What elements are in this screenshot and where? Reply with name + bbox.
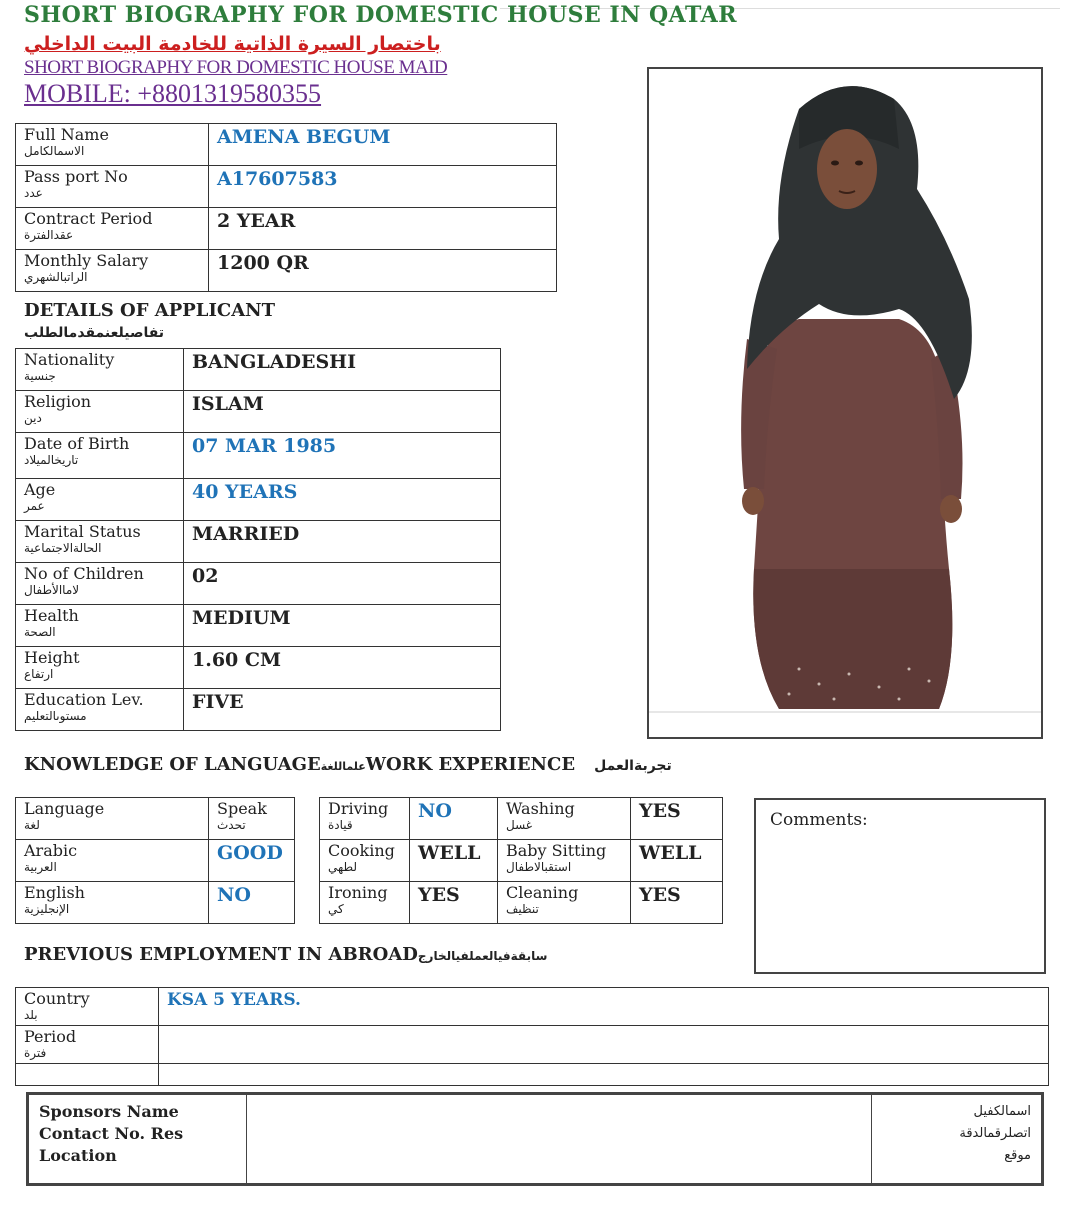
speak-col-label: Speak <box>217 799 267 818</box>
skill-label-arabic: استقبالاطفال <box>506 860 572 874</box>
details-row <box>16 349 501 391</box>
language-col-label: Language <box>24 799 105 818</box>
skill-label: Ironing <box>328 883 388 902</box>
skill-label: Washing <box>506 799 575 818</box>
period-value <box>159 1026 1049 1064</box>
work-heading: WORK EXPERIENCE <box>365 754 576 775</box>
mobile-number: MOBILE: +8801319580355 <box>24 79 322 108</box>
country-value: KSA 5 YEARS. <box>159 988 1049 1026</box>
field-label: Age <box>24 480 56 499</box>
sponsor-name-label-arabic: اسمالكفيل <box>973 1104 1031 1119</box>
language-col-label-arabic: لغة <box>24 818 40 832</box>
field-value: 40 YEARS <box>184 479 501 521</box>
field-label: Monthly Salary <box>24 251 149 270</box>
details-heading-arabic: تفاصيلعنمقدمالطلب <box>24 325 165 341</box>
field-value: 02 <box>184 563 501 605</box>
language-row <box>16 840 295 882</box>
speak-col-label-arabic: تحدث <box>217 818 246 832</box>
field-value: FIVE <box>184 689 501 731</box>
country-label: Country <box>24 989 90 1008</box>
field-label: No of Children <box>24 564 144 583</box>
sponsor-contact-label: Contact No. Res <box>39 1124 184 1143</box>
field-label: Religion <box>24 392 92 411</box>
field-label-arabic: الحالةالاجتماعية <box>24 541 102 555</box>
applicant-portrait <box>649 69 1041 737</box>
arabic-level: GOOD <box>209 840 295 882</box>
details-row <box>16 647 501 689</box>
field-label-arabic: الاسمالكامل <box>24 144 85 158</box>
language-heading-arabic: علماللغة <box>320 760 366 773</box>
details-row <box>16 605 501 647</box>
field-label: Education Lev. <box>24 690 144 709</box>
language-name: Arabic <box>24 841 78 860</box>
details-row <box>16 689 501 731</box>
summary-row <box>16 250 557 292</box>
field-label-arabic: عقدالفترة <box>24 228 74 242</box>
skill-value: YES <box>631 798 723 840</box>
previous-row <box>16 1026 1049 1064</box>
passport-value: A17607583 <box>209 166 557 208</box>
language-name: English <box>24 883 85 902</box>
page-title: SHORT BIOGRAPHY FOR DOMESTIC HOUSE IN QATAR <box>24 2 738 28</box>
comments-label: Comments: <box>770 810 868 830</box>
previous-row-empty <box>16 1064 1049 1086</box>
skill-label-arabic: تنظيف <box>506 902 539 916</box>
field-value: ISLAM <box>184 391 501 433</box>
applicant-photo <box>647 67 1043 739</box>
details-row <box>16 521 501 563</box>
skill-label-arabic: كي <box>328 902 344 916</box>
country-label-arabic: بلد <box>24 1008 38 1022</box>
field-value: MARRIED <box>184 521 501 563</box>
language-heading: KNOWLEDGE OF LANGUAGE <box>24 754 321 775</box>
previous-employment-table <box>15 987 1049 1086</box>
details-heading: DETAILS OF APPLICANT <box>24 300 276 321</box>
previous-heading: PREVIOUS EMPLOYMENT IN ABROAD <box>24 944 418 965</box>
field-label: Nationality <box>24 350 115 369</box>
field-label: Full Name <box>24 125 109 144</box>
details-row <box>16 391 501 433</box>
skill-label-arabic: قيادة <box>328 818 353 832</box>
language-name-arabic: العربية <box>24 860 57 874</box>
language-table <box>15 797 295 924</box>
summary-row <box>16 124 557 166</box>
full-name-value: AMENA BEGUM <box>209 124 557 166</box>
field-label-arabic: جنسية <box>24 369 56 383</box>
field-value: 1.60 CM <box>184 647 501 689</box>
skill-label: Driving <box>328 799 389 818</box>
field-label: Health <box>24 606 79 625</box>
field-label-arabic: دين <box>24 411 42 425</box>
page-title-arabic: باختصار السيرة الذاتية للخادمة البيت الداخلي <box>24 33 441 55</box>
field-value: MEDIUM <box>184 605 501 647</box>
details-row <box>16 433 501 479</box>
english-level: NO <box>209 882 295 924</box>
summary-row <box>16 208 557 250</box>
field-label-arabic: عدد <box>24 186 43 200</box>
field-label: Date of Birth <box>24 434 130 453</box>
skill-label: Cooking <box>328 841 395 860</box>
language-row <box>16 882 295 924</box>
sponsor-location-label-arabic: موقع <box>1004 1148 1031 1163</box>
field-label: Contract Period <box>24 209 153 228</box>
salary-value: 1200 QR <box>209 250 557 292</box>
skill-value: WELL <box>631 840 723 882</box>
field-label-arabic: الراتبالشهري <box>24 270 88 284</box>
field-label-arabic: الصحة <box>24 625 56 639</box>
sponsor-name-label: Sponsors Name <box>39 1102 179 1121</box>
sponsor-value-cell <box>247 1095 872 1184</box>
previous-employment-heading <box>24 944 547 965</box>
sponsor-contact-label-arabic: اتصلرقمالدقة <box>959 1126 1031 1141</box>
work-experience-table <box>319 797 723 924</box>
skill-value: NO <box>410 798 498 840</box>
details-row <box>16 563 501 605</box>
contract-value: 2 YEAR <box>209 208 557 250</box>
sponsor-location-label: Location <box>39 1146 117 1165</box>
language-name-arabic: الإنجليزية <box>24 902 70 916</box>
field-value: BANGLADESHI <box>184 349 501 391</box>
field-label: Marital Status <box>24 522 141 541</box>
field-label-arabic: عمر <box>24 499 45 513</box>
field-value: 07 MAR 1985 <box>184 433 501 479</box>
field-label: Height <box>24 648 80 667</box>
skill-label-arabic: غسل <box>506 818 533 832</box>
skill-value: YES <box>410 882 498 924</box>
previous-row <box>16 988 1049 1026</box>
language-header-row <box>16 798 295 840</box>
summary-row <box>16 166 557 208</box>
summary-table <box>15 123 557 292</box>
sponsor-box <box>26 1092 1044 1186</box>
field-label-arabic: مستوىالتعليم <box>24 709 87 723</box>
field-label: Pass port No <box>24 167 128 186</box>
work-row <box>320 798 723 840</box>
field-label-arabic: تاريخالميلاد <box>24 453 79 467</box>
skill-label-arabic: لطهي <box>328 860 358 874</box>
details-row <box>16 479 501 521</box>
work-row <box>320 840 723 882</box>
page-subtitle: SHORT BIOGRAPHY FOR DOMESTIC HOUSE MAID <box>24 57 448 78</box>
previous-heading-arabic: سابقةفيالعملفيالخارج <box>417 949 548 963</box>
period-label: Period <box>24 1027 77 1046</box>
skill-label: Baby Sitting <box>506 841 607 860</box>
details-table <box>15 348 501 731</box>
field-label-arabic: لاماالأطفال <box>24 583 80 597</box>
field-label-arabic: ارتفاع <box>24 667 54 681</box>
work-heading-arabic: تجربةالعمل <box>594 758 672 774</box>
knowledge-work-heading <box>24 754 672 775</box>
skill-label: Cleaning <box>506 883 579 902</box>
skill-value: YES <box>631 882 723 924</box>
period-label-arabic: فترة <box>24 1046 47 1060</box>
work-row <box>320 882 723 924</box>
comments-box <box>754 798 1046 974</box>
skill-value: WELL <box>410 840 498 882</box>
